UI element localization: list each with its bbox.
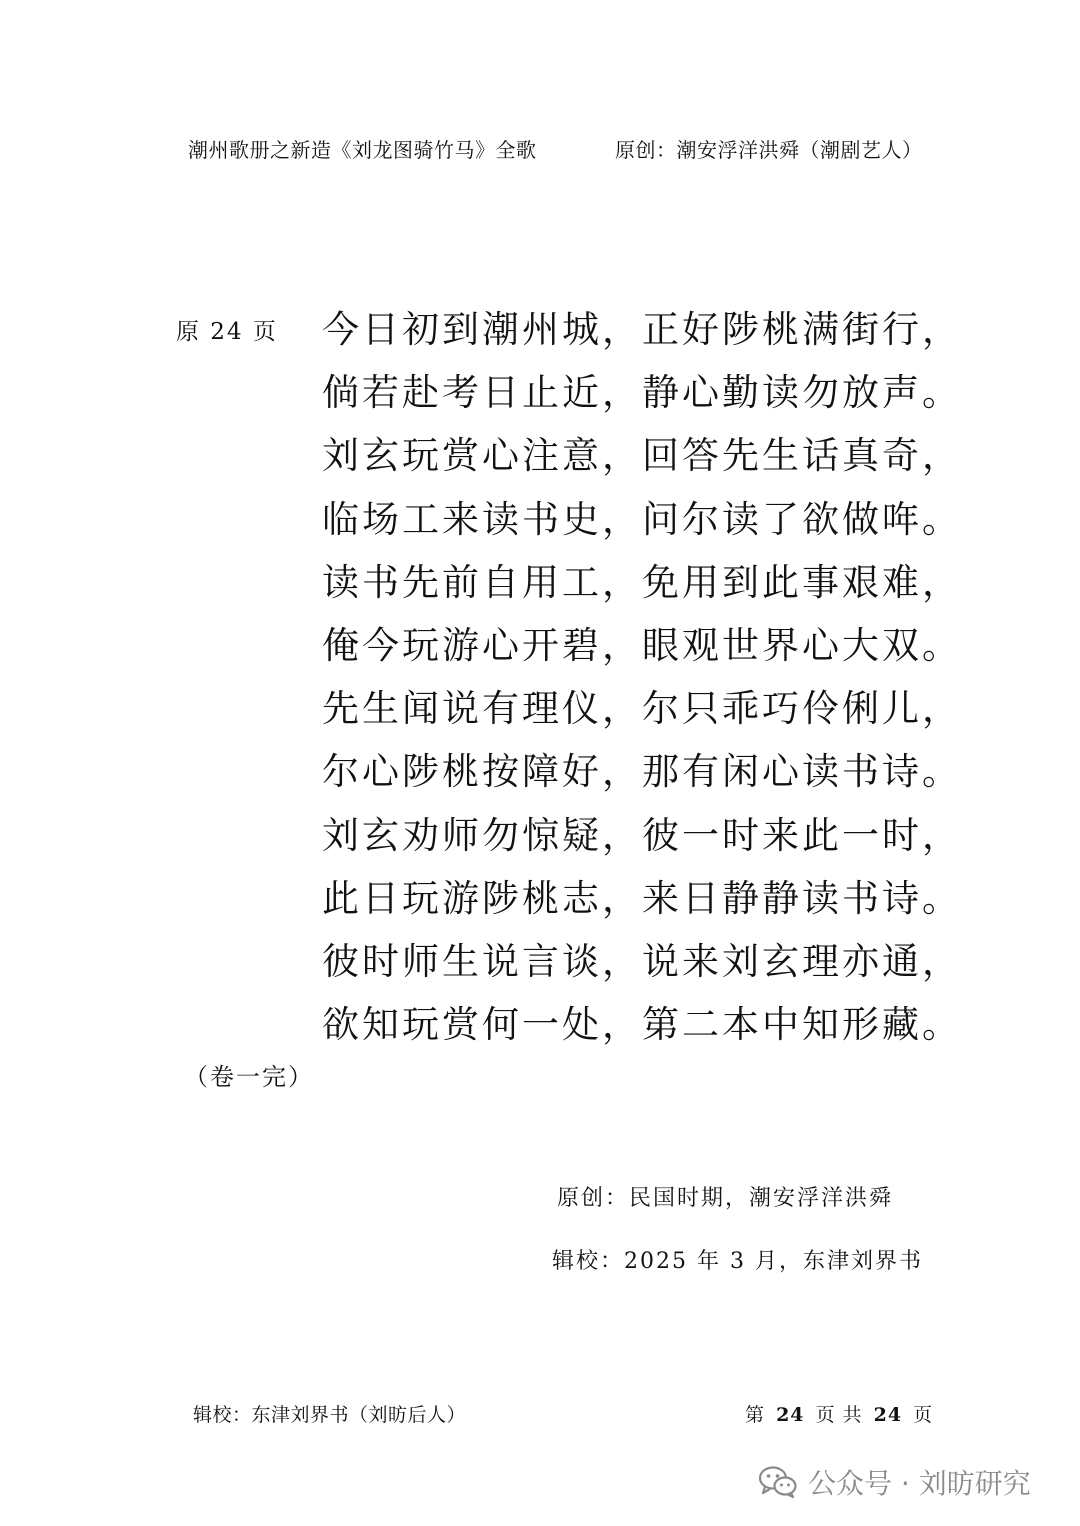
poem-line: 刘玄劝师勿惊疑，彼一时来此一时， (322, 813, 962, 857)
poem-line: 倘若赴考日止近，静心勤读勿放声。 (322, 371, 962, 415)
watermark (758, 1462, 1031, 1502)
poem-line: 临场工来读书史，问尔读了欲做哖。 (322, 497, 962, 541)
poem-text (322, 298, 962, 1056)
page-prefix: 第 (745, 1404, 766, 1426)
poem-line: 欲知玩赏何一处，第二本中知形藏。 (322, 1003, 962, 1047)
page-suffix: 页 (913, 1404, 934, 1426)
poem-line: 先生闻说有理仪，尔只乖巧伶俐儿， (322, 687, 962, 731)
page-mid: 页 共 (815, 1404, 863, 1426)
header-author: 原创：潮安浮洋洪舜（潮剧艺人） (615, 138, 923, 162)
watermark-text: 公众号 · 刘昉研究 (808, 1467, 1031, 1500)
poem-line: 俺今玩游心开碧，眼观世界心大双。 (322, 623, 962, 667)
wechat-icon (758, 1465, 798, 1499)
footer-editor: 辑校：东津刘界书（刘昉后人） (193, 1404, 467, 1426)
page-total: 24 (873, 1404, 903, 1426)
poem-line: 刘玄玩赏心注意，回答先生话真奇， (322, 434, 962, 478)
editor-credit: 辑校：2025 年 3 月，东津刘界书 (552, 1249, 923, 1274)
original-page-label: 原 24 页 (176, 319, 278, 345)
page-current: 24 (776, 1404, 805, 1426)
volume-end-mark: （卷一完） (184, 1063, 314, 1091)
original-author-credit: 原创：民国时期，潮安浮洋洪舜 (557, 1186, 894, 1211)
page-number (745, 1400, 933, 1427)
poem-line: 读书先前自用工，免用到此事艰难， (322, 560, 962, 604)
poem-line: 尔心陟桃按障好，那有闲心读书诗。 (322, 750, 962, 794)
header-title: 潮州歌册之新造《刘龙图骑竹马》全歌 (188, 138, 537, 162)
poem-line: 彼时师生说言谈，说来刘玄理亦通， (322, 939, 962, 983)
poem-line: 此日玩游陟桃志，来日静静读书诗。 (322, 876, 962, 920)
poem-line: 今日初到潮州城，正好陟桃满街行， (322, 308, 962, 351)
